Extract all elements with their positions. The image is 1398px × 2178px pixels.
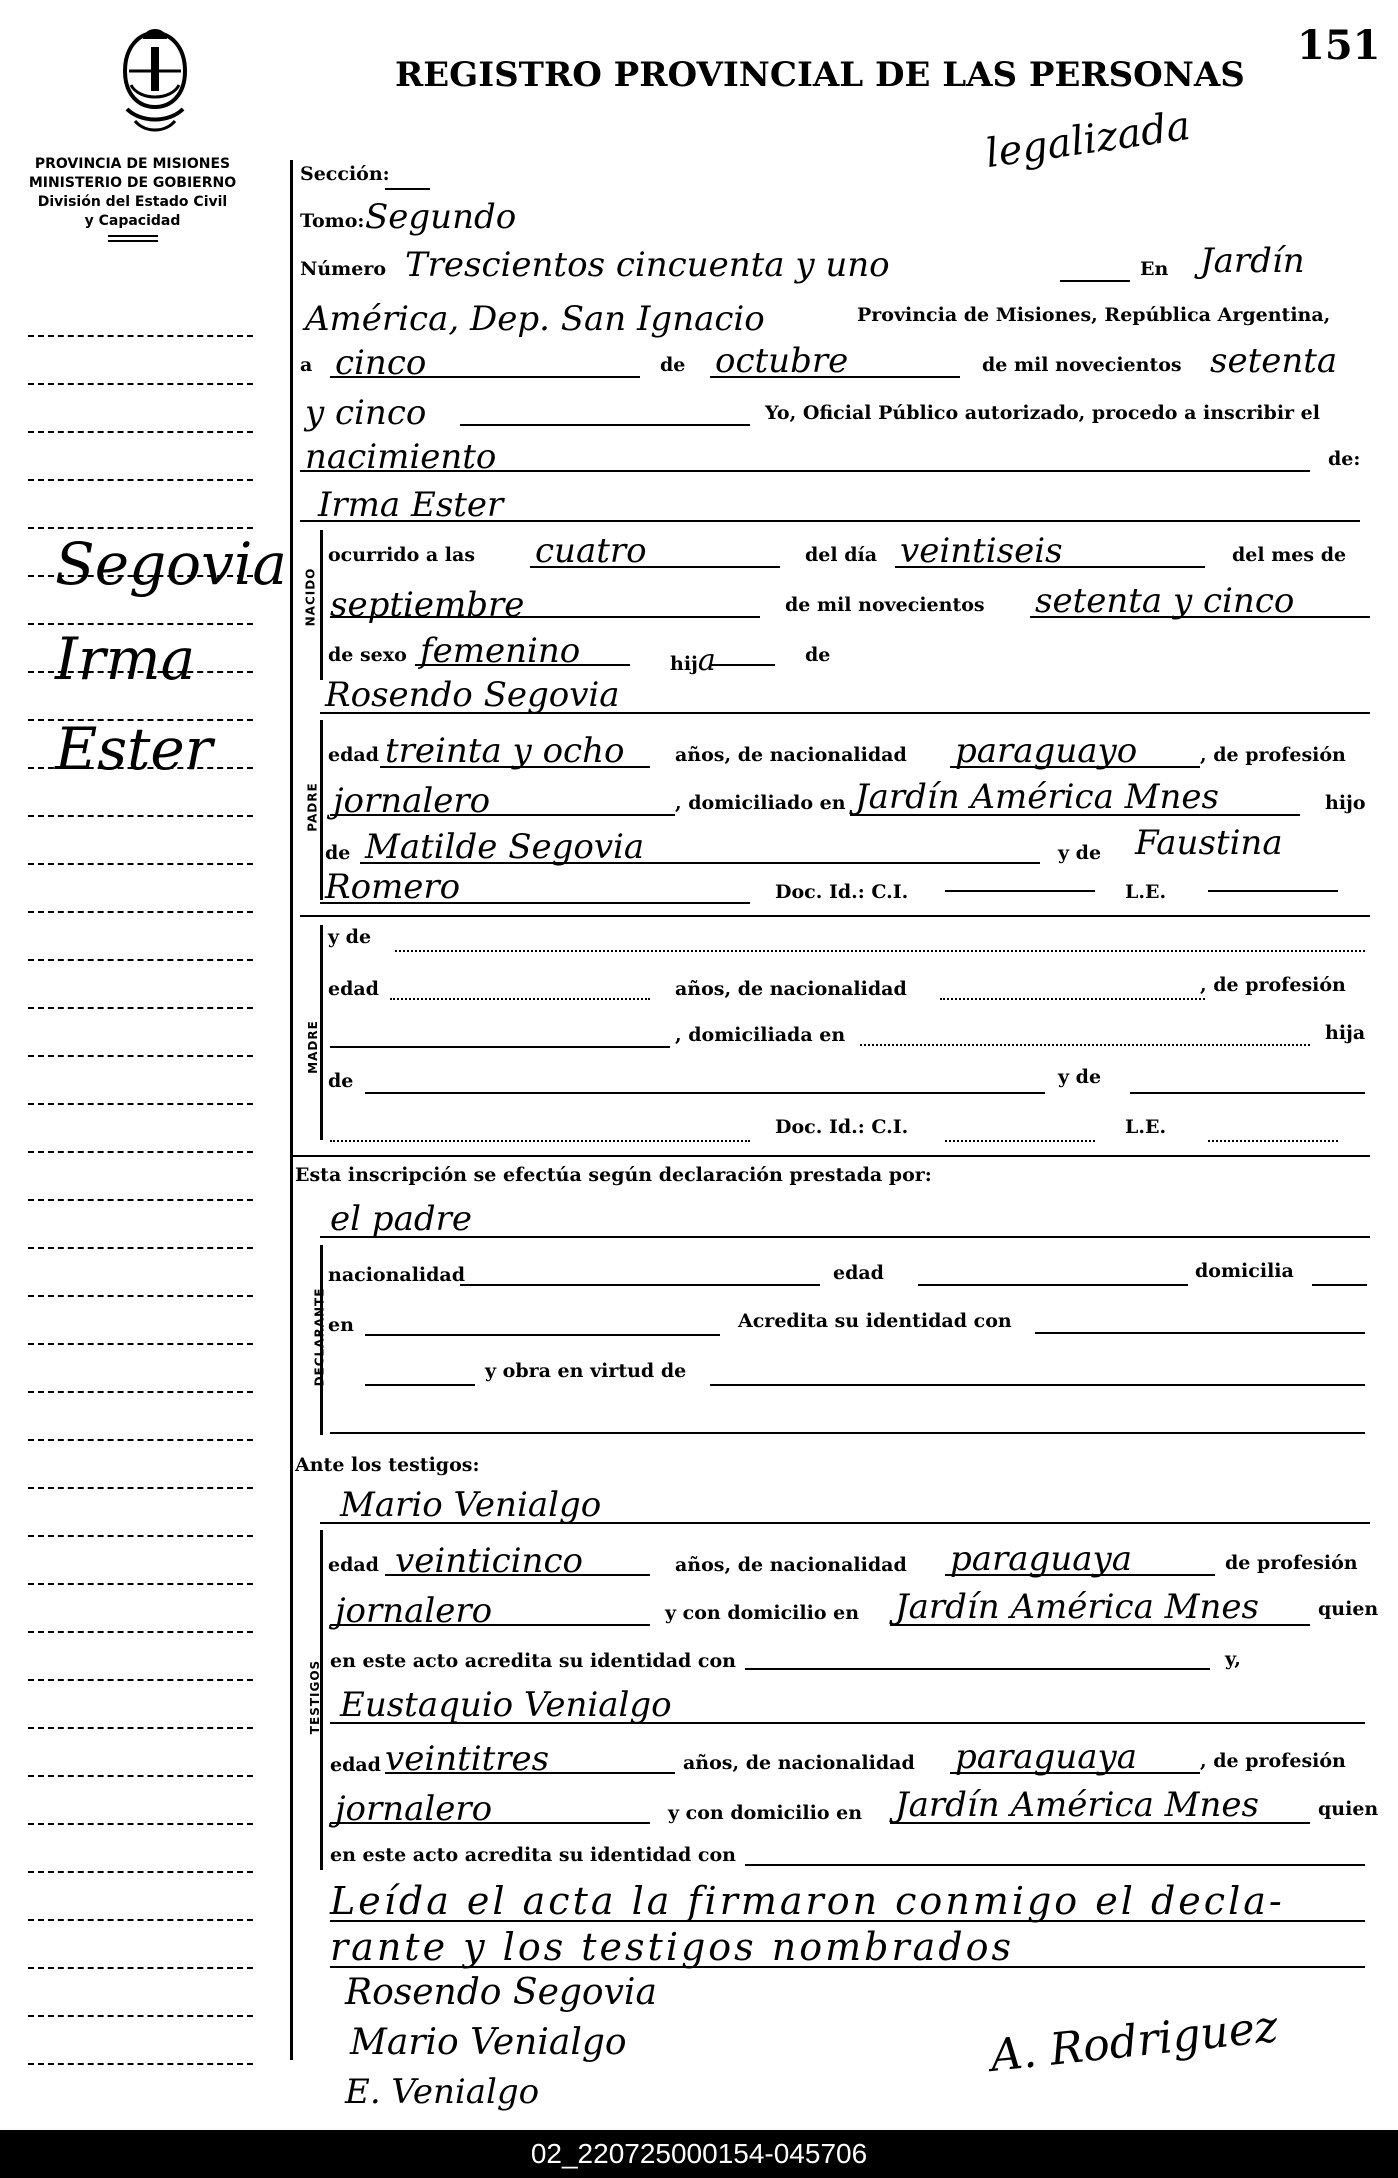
padre-nac-value: paraguayo bbox=[955, 731, 1138, 771]
left-margin-lines bbox=[28, 0, 253, 2130]
margin-rule bbox=[28, 1199, 253, 1201]
padre-name: Rosendo Segovia bbox=[325, 675, 620, 715]
madre-doc-label: Doc. Id.: C.I. bbox=[775, 1116, 909, 1138]
padre-le-label: L.E. bbox=[1125, 881, 1167, 903]
t2-nac-value: paraguaya bbox=[955, 1737, 1137, 1777]
de-label: de bbox=[660, 354, 686, 376]
declarante-intro: Esta inscripción se efectúa según declaración prestada por: bbox=[295, 1164, 932, 1186]
padre-nac-label: años, de nacionalidad bbox=[675, 744, 907, 766]
declarante-acredita-line bbox=[1035, 1332, 1365, 1334]
declarante-bottom-line bbox=[330, 1432, 1365, 1434]
t2-acredita-line bbox=[745, 1864, 1365, 1866]
margin-rule bbox=[28, 815, 253, 817]
margin-rule bbox=[28, 1871, 253, 1873]
signature-testigo-2: E. Venialgo bbox=[345, 2072, 540, 2112]
t2-quien-label: quien bbox=[1318, 1798, 1379, 1820]
padre-yde-label: y de bbox=[1058, 842, 1102, 864]
t1-acredita-label: en este acto acredita su identidad con bbox=[330, 1650, 736, 1672]
legalization-stamp: legalizada bbox=[982, 102, 1194, 178]
margin-firstname: Irma bbox=[55, 625, 196, 693]
margin-rule bbox=[28, 335, 253, 337]
padre-le-line bbox=[1208, 890, 1338, 892]
nacido-de-label: de bbox=[805, 644, 831, 666]
closing-line-1: Leída el acta la firmaron conmigo el decla- bbox=[330, 1879, 1285, 1923]
t2-edad-value: veintitres bbox=[385, 1739, 550, 1779]
declarante-dom-label: domicilia bbox=[1195, 1260, 1294, 1282]
nacido-side-label: NACIDO bbox=[303, 567, 318, 627]
hija-label bbox=[670, 643, 716, 678]
t1-nac-value: paraguaya bbox=[950, 1539, 1132, 1579]
t1-dom-line bbox=[890, 1624, 1310, 1626]
t2-dom-label: y con domicilio en bbox=[668, 1802, 863, 1824]
padre-de-label: de bbox=[325, 842, 351, 864]
signature-declarante: Rosendo Segovia bbox=[345, 1972, 657, 2013]
provincia-text: Provincia de Misiones, República Argentina, bbox=[857, 304, 1331, 326]
margin-rule bbox=[28, 479, 253, 481]
hora-value: cuatro bbox=[535, 531, 647, 571]
testigo1-name-line bbox=[320, 1522, 1370, 1524]
margin-rule bbox=[28, 2015, 253, 2017]
nac-dia-value: veintiseis bbox=[900, 531, 1063, 571]
nacido-name: Irma Ester bbox=[318, 485, 504, 525]
margin-rule bbox=[28, 1775, 253, 1777]
declarante-obra-pre-line bbox=[365, 1384, 475, 1386]
t2-acredita-label: en este acto acredita su identidad con bbox=[330, 1844, 736, 1866]
acto-line bbox=[300, 470, 1310, 472]
testigos-intro: Ante los testigos: bbox=[295, 1454, 480, 1476]
abuela-value-1: Faustina bbox=[1135, 823, 1283, 863]
sexo-value: femenino bbox=[420, 631, 581, 671]
abuela-value-2: Romero bbox=[325, 867, 461, 907]
madre-yde2-line bbox=[1130, 1092, 1365, 1094]
madre-le-label: L.E. bbox=[1125, 1116, 1167, 1138]
declarante-en-line bbox=[365, 1334, 720, 1336]
testigo1-name: Mario Venialgo bbox=[340, 1485, 602, 1525]
margin-rule bbox=[28, 1535, 253, 1537]
document-code-bar bbox=[0, 2130, 1398, 2178]
padre-edad-value: treinta y ocho bbox=[385, 731, 625, 771]
padre-dom-value: Jardín América Mnes bbox=[855, 777, 1219, 817]
dia-line bbox=[330, 376, 640, 378]
madre-bracket bbox=[320, 925, 323, 1140]
nac-anio-value: setenta y cinco bbox=[1035, 581, 1295, 621]
padre-prof-label: , de profesión bbox=[1200, 744, 1346, 766]
madre-dom-label: , domiciliada en bbox=[675, 1024, 846, 1046]
t1-dom-label: y con domicilio en bbox=[665, 1602, 860, 1624]
signature-oficial: A. Rodriguez bbox=[988, 2001, 1281, 2082]
t2-edad-label: edad bbox=[330, 1754, 381, 1776]
nac-anio-line bbox=[1030, 616, 1370, 618]
ocurrido-label: ocurrido a las bbox=[328, 544, 476, 566]
margin-rule bbox=[28, 1391, 253, 1393]
lugar-value-2: América, Dep. San Ignacio bbox=[305, 299, 765, 339]
declarante-nac-label: nacionalidad bbox=[328, 1264, 466, 1286]
lugar-value-1: Jardín bbox=[1200, 241, 1305, 281]
padre-madre-divider bbox=[300, 915, 1370, 917]
declarante-edad-label: edad bbox=[833, 1262, 884, 1284]
de-colon: de: bbox=[1328, 448, 1361, 470]
t1-y-label: y, bbox=[1225, 1648, 1241, 1670]
t2-prof-line bbox=[330, 1822, 650, 1824]
nac-mes-line bbox=[330, 616, 760, 618]
madre-edad-line bbox=[390, 998, 650, 1000]
margin-rule bbox=[28, 1055, 253, 1057]
en-label: En bbox=[1140, 258, 1169, 280]
a-label: a bbox=[300, 354, 313, 376]
padre-ci-line bbox=[945, 890, 1095, 892]
office-line-3: División del Estado Civil bbox=[37, 193, 228, 210]
declarante-value: el padre bbox=[330, 1199, 472, 1239]
numero-value: Trescientos cincuenta y uno bbox=[405, 245, 890, 285]
mes-value: octubre bbox=[715, 341, 849, 381]
margin-rule bbox=[28, 863, 253, 865]
margin-rule bbox=[28, 1919, 253, 1921]
tomo-value: Segundo bbox=[365, 197, 517, 237]
signature-testigo-1: Mario Venialgo bbox=[350, 2022, 627, 2063]
padre-bracket bbox=[320, 720, 323, 900]
declarante-edad-line bbox=[918, 1284, 1188, 1286]
margin-surname: Segovia bbox=[55, 530, 287, 598]
margin-rule bbox=[28, 1007, 253, 1009]
declarante-nac-line bbox=[460, 1284, 820, 1286]
closing-line-1-underline bbox=[330, 1920, 1365, 1922]
t2-prof-label: , de profesión bbox=[1200, 1750, 1346, 1772]
t1-nac-label: años, de nacionalidad bbox=[675, 1554, 907, 1576]
hija-line bbox=[710, 664, 775, 666]
padre-dom-line bbox=[850, 814, 1300, 816]
margin-rule bbox=[28, 383, 253, 385]
t2-dom-line bbox=[890, 1822, 1310, 1824]
madre-yde-label: y de bbox=[328, 926, 372, 948]
t1-edad-value: veinticinco bbox=[395, 1541, 583, 1581]
madre-le-line bbox=[1208, 1140, 1338, 1142]
t2-edad-line bbox=[385, 1772, 675, 1774]
madre-side-label: MADRE bbox=[305, 1020, 320, 1074]
declarante-acredita-label: Acredita su identidad con bbox=[738, 1310, 1012, 1332]
madre-nac-line bbox=[940, 998, 1205, 1000]
closing-line-2: rante y los testigos nombrados bbox=[330, 1925, 1014, 1969]
margin-rule bbox=[28, 1295, 253, 1297]
margin-rule bbox=[28, 1103, 253, 1105]
nac-mes-value: septiembre bbox=[330, 585, 525, 625]
margin-rule bbox=[28, 1967, 253, 1969]
numero-label: Número bbox=[300, 258, 387, 280]
abuela2-line bbox=[320, 902, 750, 904]
tomo-label: Tomo: bbox=[300, 210, 365, 232]
madre-edad-label: edad bbox=[328, 978, 379, 1000]
margin-rule bbox=[28, 2063, 253, 2065]
t1-acredita-line bbox=[745, 1668, 1210, 1670]
anio-value-2: y cinco bbox=[305, 393, 427, 433]
nacido-bracket bbox=[320, 530, 323, 680]
margin-rule bbox=[28, 1439, 253, 1441]
hora-line bbox=[530, 566, 780, 568]
declarante-obra-label: y obra en virtud de bbox=[485, 1360, 687, 1382]
declarante-side-label: DECLARANTE bbox=[312, 1287, 327, 1387]
del-dia-label: del día bbox=[805, 544, 878, 566]
numero-line bbox=[1060, 280, 1130, 282]
abuelo-value: Matilde Segovia bbox=[365, 827, 645, 867]
main-left-border bbox=[290, 160, 293, 2060]
madre-prof-label: , de profesión bbox=[1200, 974, 1346, 996]
t1-dom-value: Jardín América Mnes bbox=[895, 1587, 1259, 1627]
seccion-label: Sección: bbox=[300, 163, 390, 185]
t1-prof-value: jornalero bbox=[335, 1591, 493, 1631]
mes-line bbox=[710, 376, 960, 378]
padre-nac-line bbox=[950, 766, 1200, 768]
madre-yde2-label: y de bbox=[1058, 1066, 1102, 1088]
padre-hijo-label: hijo bbox=[1325, 792, 1366, 814]
margin-rule bbox=[28, 527, 253, 529]
margin-rule bbox=[28, 1679, 253, 1681]
madre-declarante-divider bbox=[290, 1155, 1370, 1157]
t2-prof-value: jornalero bbox=[335, 1789, 493, 1829]
madre-hija-label: hija bbox=[1325, 1022, 1366, 1044]
office-line-4: y Capacidad bbox=[84, 212, 181, 229]
office-line-1: PROVINCIA DE MISIONES bbox=[34, 156, 231, 172]
anio-text: de mil novecientos bbox=[982, 354, 1182, 376]
abuelo-line bbox=[360, 862, 1040, 864]
t1-nac-line bbox=[945, 1574, 1215, 1576]
madre-de-line bbox=[365, 1092, 1045, 1094]
madre-doc-line bbox=[330, 1140, 750, 1142]
padre-prof-value: jornalero bbox=[333, 781, 491, 821]
page-number: 151 bbox=[1297, 22, 1381, 69]
margin-rule bbox=[28, 431, 253, 433]
declarante-dom-line bbox=[1312, 1284, 1367, 1286]
testigo2-name-line bbox=[330, 1722, 1365, 1724]
madre-yde-line bbox=[395, 950, 1365, 952]
hija-suffix: a bbox=[697, 643, 716, 678]
margin-rule bbox=[28, 1343, 253, 1345]
margin-rule bbox=[28, 1631, 253, 1633]
hija-prefix: hij bbox=[670, 653, 698, 675]
t2-dom-value: Jardín América Mnes bbox=[895, 1785, 1259, 1825]
nac-dia-line bbox=[895, 566, 1205, 568]
madre-de-label: de bbox=[328, 1070, 354, 1092]
mil-label: de mil novecientos bbox=[785, 594, 985, 616]
padre-edad-label: edad bbox=[328, 744, 379, 766]
document-code: 02_220725000154-045706 bbox=[530, 2138, 868, 2169]
t1-prof-line bbox=[330, 1624, 650, 1626]
margin-rule bbox=[28, 1151, 253, 1153]
margin-rule bbox=[28, 1583, 253, 1585]
t2-nac-label: años, de nacionalidad bbox=[683, 1752, 915, 1774]
oficial-text: Yo, Oficial Público autorizado, procedo a inscribir el bbox=[765, 402, 1320, 424]
margin-middlename: Ester bbox=[55, 715, 213, 783]
padre-doc-label: Doc. Id.: C.I. bbox=[775, 881, 909, 903]
t1-edad-line bbox=[385, 1574, 650, 1576]
padre-name-line bbox=[320, 712, 1370, 714]
margin-rule bbox=[28, 1487, 253, 1489]
margin-rule bbox=[28, 1823, 253, 1825]
t1-quien-label: quien bbox=[1318, 1598, 1379, 1620]
margin-rule bbox=[28, 1247, 253, 1249]
declarante-en-label: en bbox=[328, 1314, 354, 1336]
padre-edad-line bbox=[380, 766, 650, 768]
seccion-line bbox=[385, 188, 430, 190]
testigos-side-label: TESTIGOS bbox=[308, 1659, 323, 1735]
margin-rule bbox=[28, 911, 253, 913]
madre-nac-label: años, de nacionalidad bbox=[675, 978, 907, 1000]
sexo-line bbox=[415, 664, 630, 666]
dia-value: cinco bbox=[335, 343, 427, 383]
t2-nac-line bbox=[950, 1772, 1200, 1774]
document-title: REGISTRO PROVINCIAL DE LAS PERSONAS bbox=[395, 55, 1245, 95]
padre-dom-label: , domiciliado en bbox=[675, 792, 846, 814]
del-mes-label: del mes de bbox=[1232, 544, 1347, 566]
closing-line-2-underline bbox=[330, 1966, 1365, 1968]
sexo-label: de sexo bbox=[328, 644, 407, 666]
nacido-name-line bbox=[300, 520, 1360, 522]
declarante-obra-line bbox=[710, 1384, 1365, 1386]
t1-prof-label: de profesión bbox=[1225, 1552, 1358, 1574]
padre-prof-line bbox=[330, 814, 675, 816]
margin-rule bbox=[28, 959, 253, 961]
padre-side-label: PADRE bbox=[305, 782, 320, 832]
madre-ci-line bbox=[945, 1140, 1095, 1142]
anio2-line bbox=[460, 424, 750, 426]
office-line-2: MINISTERIO DE GOBIERNO bbox=[28, 174, 237, 191]
madre-prof-line bbox=[330, 1046, 670, 1048]
anio-value-1: setenta bbox=[1210, 341, 1338, 381]
acto-value: nacimiento bbox=[305, 437, 497, 477]
madre-dom-line bbox=[860, 1044, 1310, 1046]
testigo2-name: Eustaquio Venialgo bbox=[340, 1685, 672, 1725]
margin-rule bbox=[28, 1727, 253, 1729]
declarante-value-line bbox=[320, 1236, 1370, 1238]
t1-edad-label: edad bbox=[328, 1554, 379, 1576]
